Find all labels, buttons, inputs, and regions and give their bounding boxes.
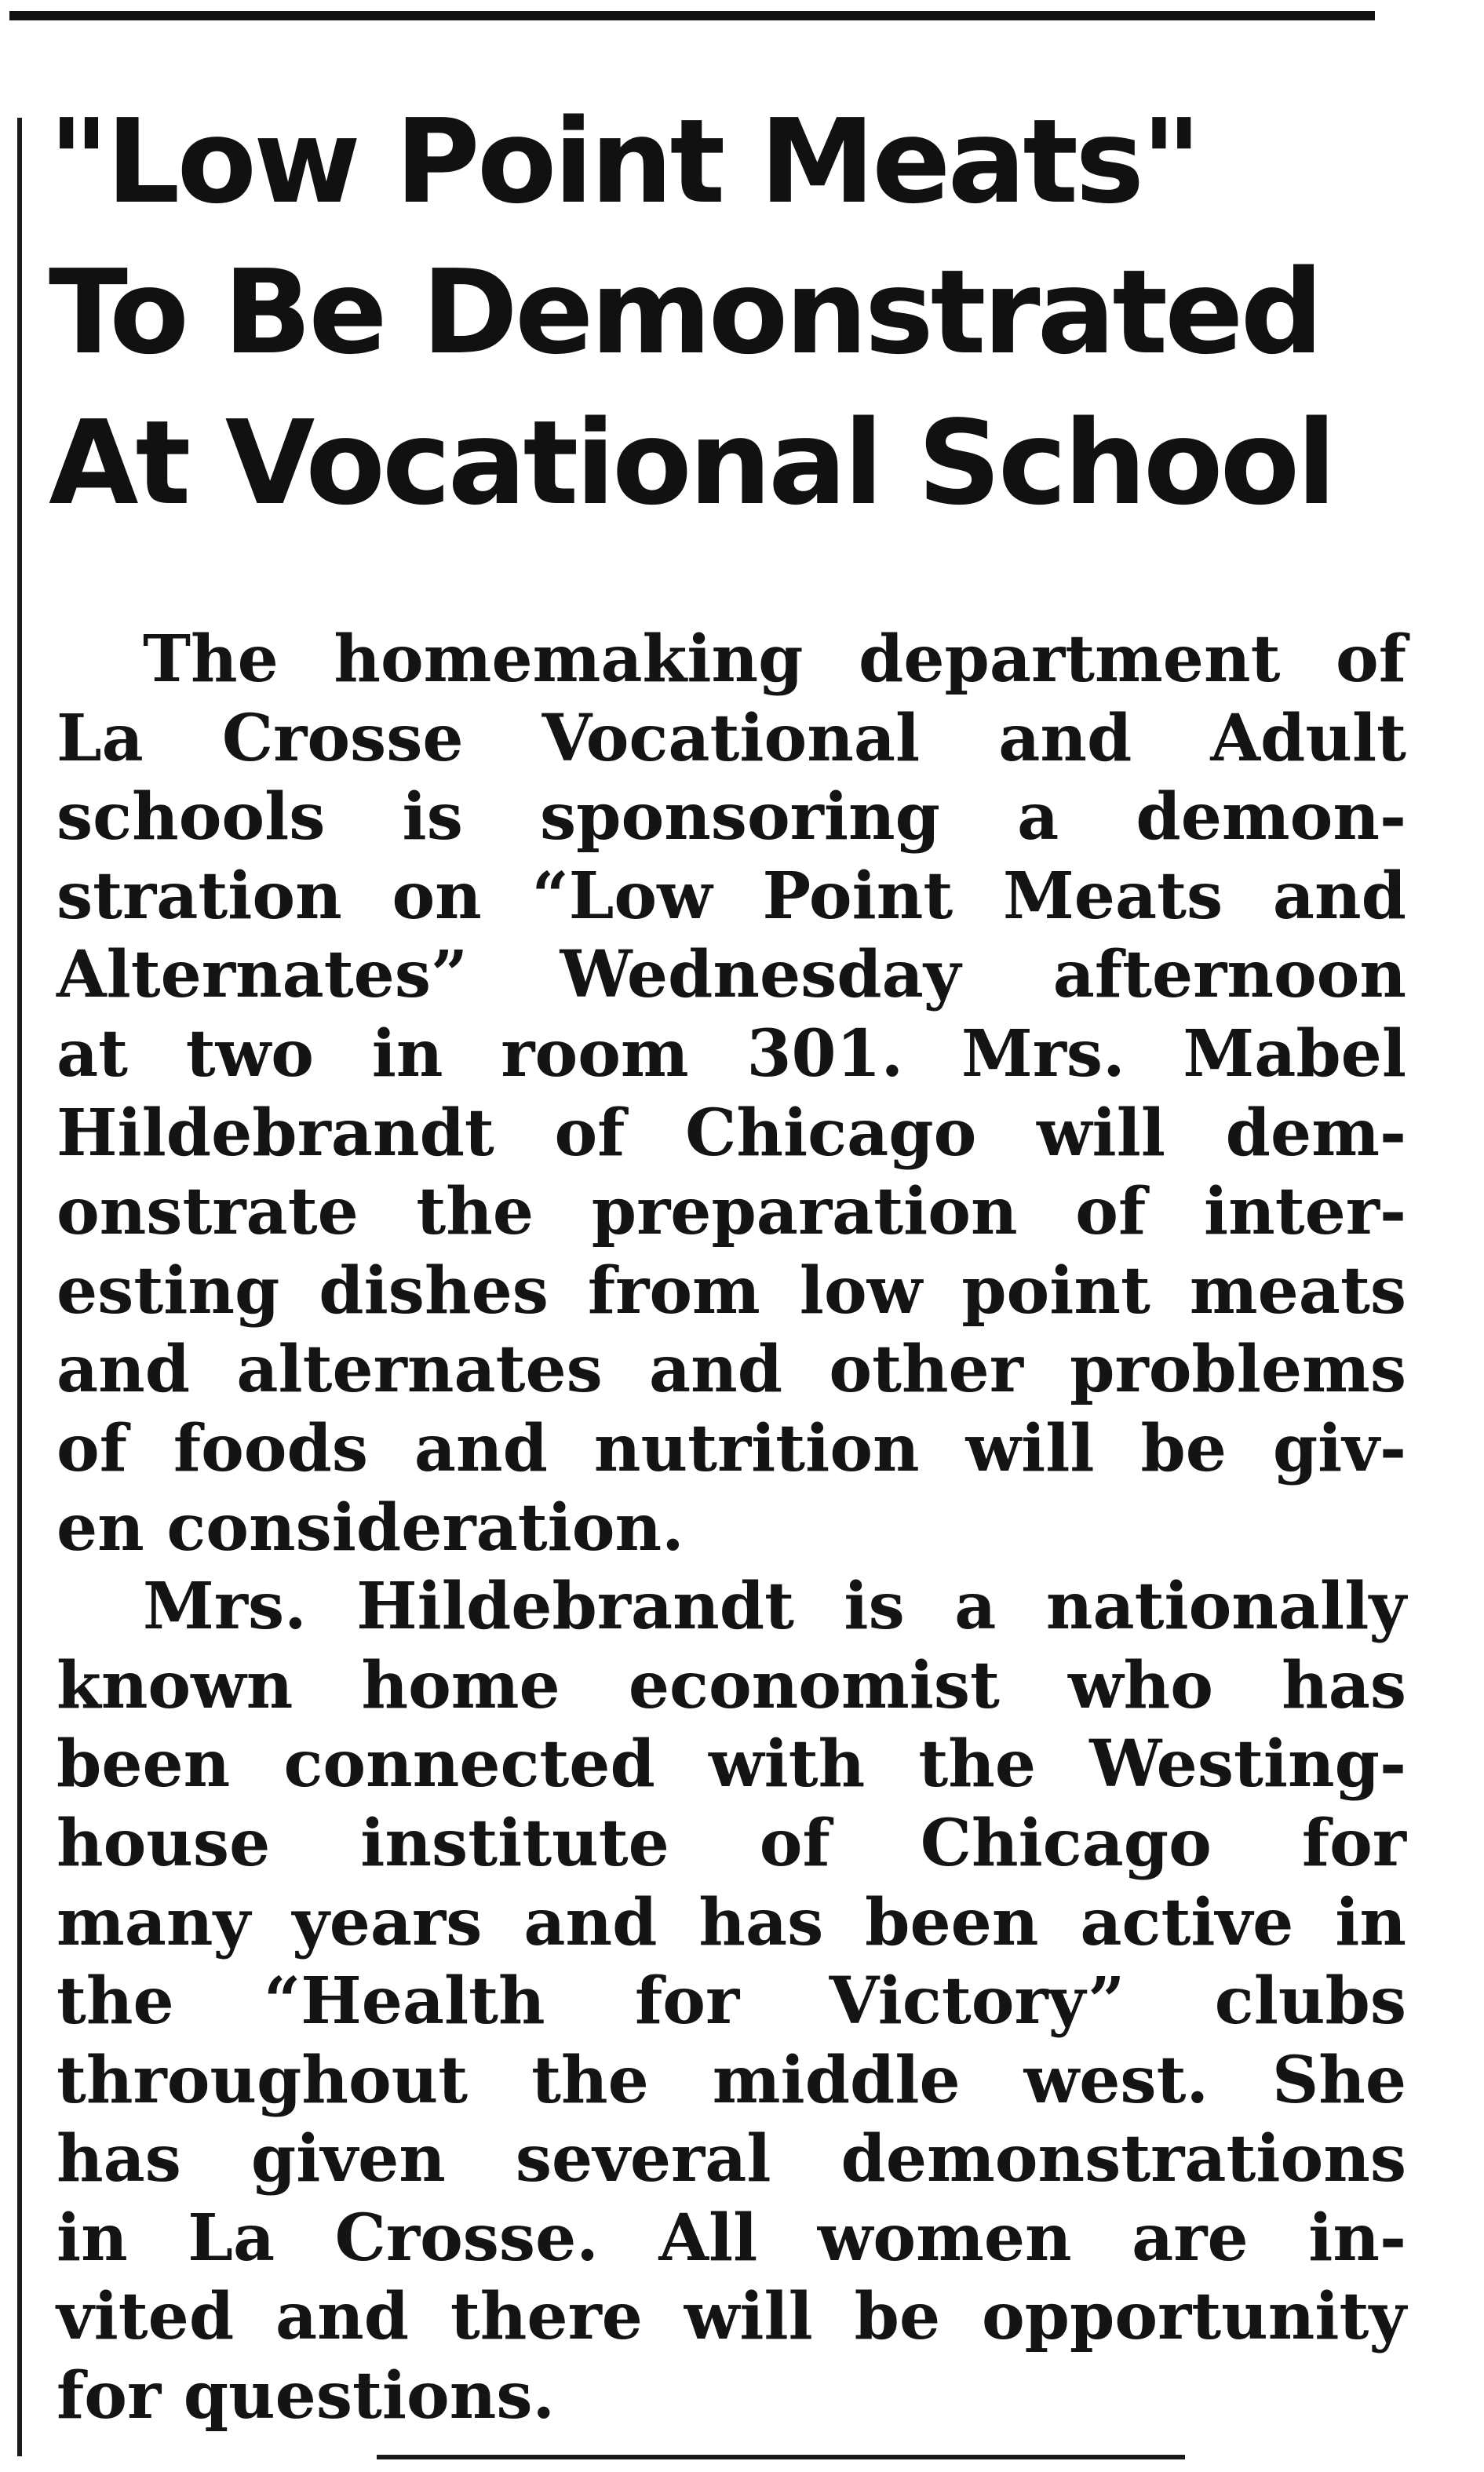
text-line: for questions. [57,2358,556,2434]
text-line: of foods and nutrition will be giv- [57,1410,1406,1486]
text-line: at two in room 301. Mrs. Mabel [57,1015,1406,1092]
top-rule [9,11,1375,20]
text-line: in La Crosse. All women are in- [57,2200,1406,2276]
article-body [57,620,1406,2436]
text-line: known home economist who has [57,1647,1406,1723]
text-line: en consideration. [57,1489,684,1566]
text-line: vited and there will be opportunity [57,2279,1406,2355]
headline-line-1: "Low Point Meats" [49,94,1199,229]
text-line: has given several demonstrations [57,2121,1406,2197]
paragraph-2 [57,1567,1406,2436]
text-line: Hildebrandt of Chicago will dem- [57,1095,1406,1171]
text-line: Alternates” Wednesday afternoon [57,937,1406,1013]
text-line: the “Health for Victory” clubs [57,1963,1406,2040]
headline [49,86,1398,538]
text-line: many years and has been active in [57,1884,1406,1960]
headline-line-2: To Be Demonstrated [49,245,1321,380]
text-line: and alternates and other problems [57,1332,1406,1408]
text-line: La Crosse Vocational and Adult [57,700,1406,776]
text-line: onstrate the preparation of inter- [57,1174,1406,1250]
headline-line-3: At Vocational School [49,396,1333,530]
text-line: been connected with the Westing- [57,1726,1406,1803]
text-line: schools is sponsoring a demon- [57,779,1406,855]
paragraph-1 [57,620,1406,1567]
text-line: stration on “Low Point Meats and [57,858,1406,934]
text-line: house institute of Chicago for [57,1805,1406,1881]
text-line: The homemaking department of [143,622,1406,697]
bottom-rule [377,2455,1185,2459]
column-rule [17,118,22,2456]
text-line: Mrs. Hildebrandt is a nationally [143,1569,1406,1645]
text-line: esting dishes from low point meats [57,1252,1406,1329]
text-line: throughout the middle west. She [57,2042,1406,2118]
